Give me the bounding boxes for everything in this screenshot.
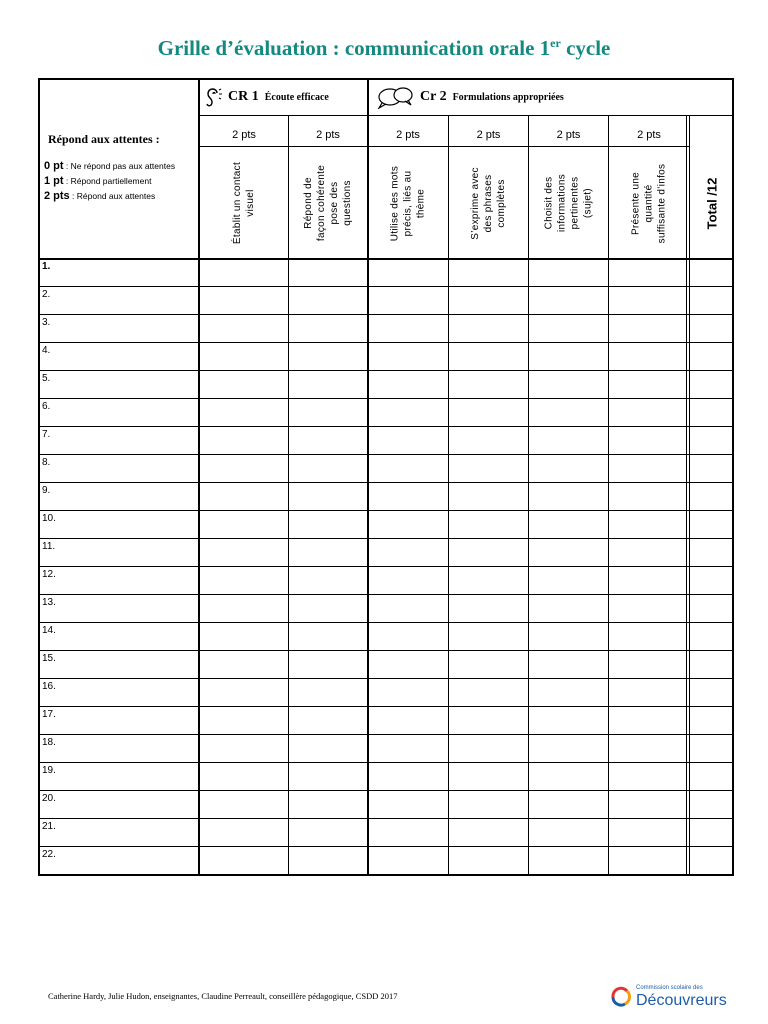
row-number: 11. (42, 541, 56, 552)
legend-item: 1 pt : Répond partiellement (44, 175, 152, 187)
row-divider (38, 370, 734, 371)
row-divider (38, 846, 734, 847)
row-number: 10. (42, 513, 56, 524)
row-number: 2. (42, 289, 51, 300)
row-divider (38, 454, 734, 455)
row-divider (38, 398, 734, 399)
cr2-header (376, 84, 716, 110)
cr2-code: Cr 2 (420, 89, 447, 104)
row-number: 4. (42, 345, 51, 356)
row-number: 15. (42, 653, 56, 664)
row-number: 22. (42, 849, 56, 860)
cr1-header (204, 84, 364, 110)
criterion-label: S’exprime avec des phrases complètes (470, 166, 507, 240)
divider (199, 146, 689, 147)
row-divider (38, 594, 734, 595)
row-divider (38, 678, 734, 679)
scoring-legend (44, 132, 200, 204)
title-text: Grille d’évaluation : communication orale 1 (157, 36, 551, 60)
criterion-label: Présente une quantité suffisante d’infos (630, 163, 668, 243)
legend-heading: Répond aux attentes : (48, 132, 160, 146)
row-number: 20. (42, 793, 56, 804)
title-tail: cycle (560, 36, 611, 60)
row-divider (38, 706, 734, 707)
row-number: 17. (42, 709, 56, 720)
legend-item: 2 pts : Répond aux attentes (44, 190, 156, 202)
row-number: 16. (42, 681, 56, 692)
row-divider (38, 622, 734, 623)
organization-logo (610, 982, 730, 1012)
col-pts: 2 pts (316, 129, 340, 141)
legend-item: 0 pt : Ne répond pas aux attentes (44, 160, 176, 172)
ear-icon (204, 85, 222, 109)
row-divider (38, 650, 734, 651)
row-number: 14. (42, 625, 56, 636)
cr1-label: Écoute efficace (264, 91, 329, 103)
col-pts: 2 pts (232, 129, 256, 141)
logo-mark-icon (610, 986, 632, 1008)
row-divider (38, 482, 734, 483)
evaluation-grid (38, 78, 734, 876)
title-sup: er (550, 36, 561, 50)
criterion-label: Établit un contact visuel (232, 161, 256, 245)
criterion-label: Utilise des mots précis, liés au thème (389, 165, 427, 241)
credits: Catherine Hardy, Julie Hudon, enseignantes, Claudine Perreault, conseillère pédagogique, CSDD 2017 (48, 991, 398, 1001)
row-number: 8. (42, 457, 51, 468)
row-number: 18. (42, 737, 56, 748)
row-divider (38, 762, 734, 763)
row-number: 21. (42, 821, 56, 832)
row-divider (38, 538, 734, 539)
row-number: 9. (42, 485, 51, 496)
col-pts: 2 pts (396, 129, 420, 141)
divider (198, 78, 200, 876)
row-number: 3. (42, 317, 51, 328)
speech-bubbles-icon (376, 85, 414, 109)
divider (199, 115, 733, 116)
row-number: 6. (42, 401, 51, 412)
row-divider (38, 286, 734, 287)
criterion-label: Répond de façon cohérente pose des questions (303, 164, 353, 242)
logo-top-text: Commission scolaire des (636, 985, 703, 991)
divider (38, 258, 734, 260)
logo-name-text: Découvreurs (636, 992, 727, 1009)
row-divider (38, 314, 734, 315)
row-number: 13. (42, 597, 56, 608)
total-label: Total /12 (704, 177, 720, 229)
row-number: 1. (42, 261, 51, 272)
page-title (0, 36, 768, 61)
row-number: 19. (42, 765, 56, 776)
row-divider (38, 790, 734, 791)
row-number: 7. (42, 429, 51, 440)
divider (367, 78, 369, 876)
row-divider (38, 566, 734, 567)
cr1-code: CR 1 (228, 89, 259, 104)
col-pts: 2 pts (476, 129, 501, 141)
row-divider (38, 734, 734, 735)
row-divider (38, 818, 734, 819)
criterion-label: Choisit des informations pertinentes (sujet) (543, 173, 594, 233)
col-pts: 2 pts (556, 129, 581, 141)
row-number: 5. (42, 373, 51, 384)
row-divider (38, 342, 734, 343)
row-number: 12. (42, 569, 56, 580)
row-divider (38, 426, 734, 427)
cr2-label: Formulations appropriées (452, 91, 564, 103)
row-divider (38, 510, 734, 511)
col-pts: 2 pts (637, 129, 661, 141)
